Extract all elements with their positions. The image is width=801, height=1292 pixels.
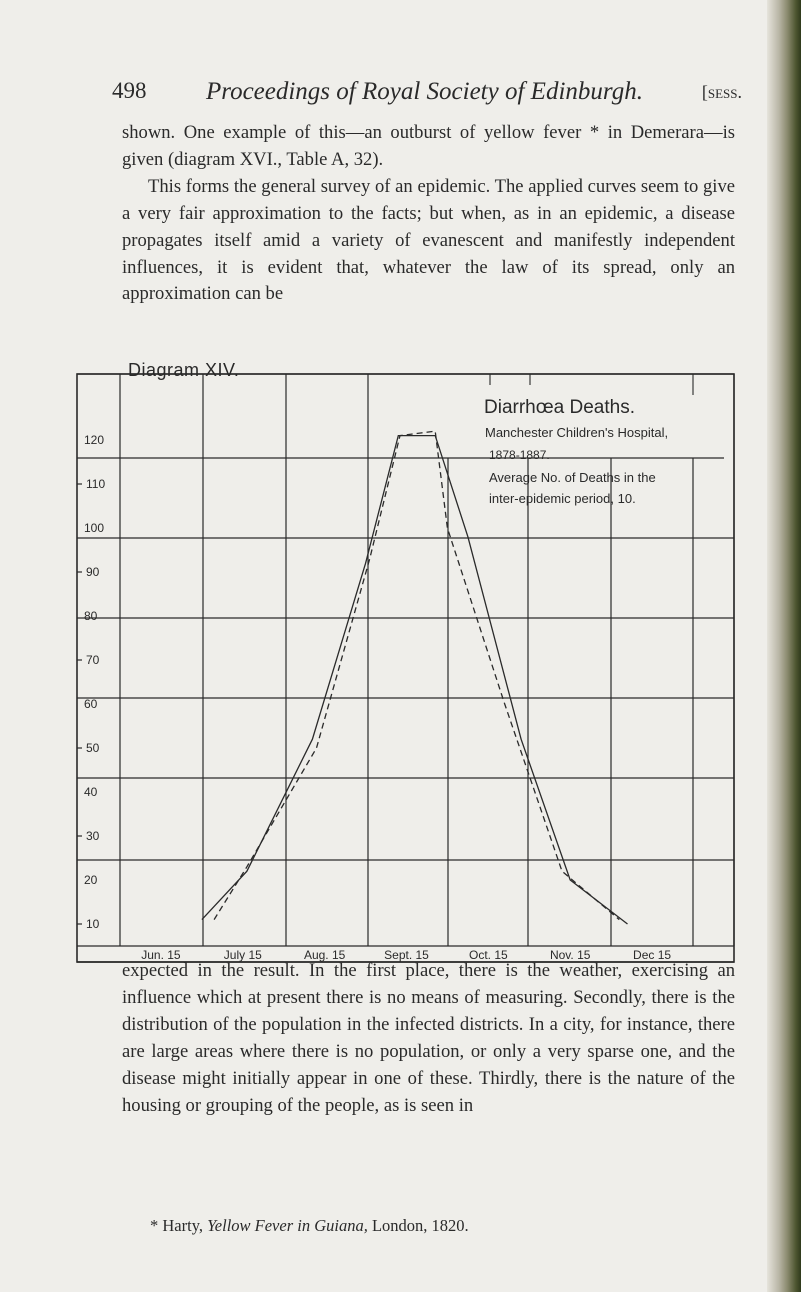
y-tick-label-30: 30 — [86, 829, 100, 843]
footnote-author: * Harty, — [150, 1216, 203, 1235]
chart-frame — [77, 374, 734, 962]
paragraph-bottom: expected in the result. In the first place, there is the weather, exercising an influence which at present there is no means of measuring. Secondly, there is the distribution of the population in the infected districts. In a city, for instance, there are large areas where there is no population, or only a very sparse one, and the disease might initially appear in one of these. Thirdly, there is the nature of the housing or grouping of the people, as is seen in — [122, 960, 735, 1116]
y-tick-label-110: 110 — [86, 477, 106, 491]
x-tick-label-5: Nov. 15 — [549, 948, 591, 962]
legend-text-line-2: inter-epidemic period, 10. — [489, 491, 636, 506]
paragraph-top-continuation: This forms the general survey of an epidemic. The applied curves seem to give a very fair approximation to the facts; but when, as in an epidemic, a disease propagates itself amid a variety of evanescent and manifestly independent influences, it is evident that, whatever the law of its spread, only an approximation can be — [122, 175, 735, 305]
y-tick-label-70: 70 — [86, 653, 100, 667]
series-line-0 — [202, 436, 628, 924]
chart-period: 1878-1887. — [489, 448, 550, 462]
y-tick-label-40: 40 — [84, 785, 98, 799]
x-tick-label-6: Dec 15 — [633, 948, 672, 962]
y-tick-label-50: 50 — [86, 741, 100, 755]
y-tick-label-60: 60 — [84, 697, 98, 711]
y-tick-label-120: 120 — [84, 433, 105, 447]
x-tick-label-3: Sept. 15 — [384, 948, 429, 962]
y-tick-label-20: 20 — [84, 873, 98, 887]
y-axis-labels — [77, 433, 105, 931]
y-tick-label-100: 100 — [84, 521, 105, 535]
y-tick-label-80: 80 — [84, 609, 98, 623]
footnote-title: Yellow Fever in Guiana, — [207, 1216, 368, 1235]
x-tick-label-0: Jun. 15 — [141, 948, 181, 962]
chart-title: Diarrhœa Deaths. — [484, 397, 635, 418]
x-tick-label-4: Oct. 15 — [469, 948, 508, 962]
y-tick-label-10: 10 — [86, 917, 100, 931]
chart-legend — [484, 397, 668, 506]
footnote-rest: London, 1820. — [371, 1216, 469, 1235]
session-tag: [sess. — [701, 82, 742, 102]
x-tick-label-1: July 15 — [223, 948, 262, 962]
paragraph-top-line-1: shown. One example of this—an outburst of yellow fever * in Demerara—is given (diagram XVI., Table A, 32). — [122, 122, 735, 170]
y-tick-label-90: 90 — [86, 565, 100, 579]
x-tick-label-2: Aug. 15 — [303, 948, 346, 962]
diagram-label: Diagram XIV. — [128, 360, 240, 380]
legend-text-line-1: Average No. of Deaths in the — [489, 470, 656, 485]
chart-subtitle: Manchester Children's Hospital, — [485, 425, 669, 440]
page-number: 498 — [112, 78, 147, 103]
running-head: Proceedings of Royal Society of Edinburgh. — [206, 78, 643, 105]
chart-grid — [77, 374, 734, 962]
footnote — [150, 1216, 469, 1236]
